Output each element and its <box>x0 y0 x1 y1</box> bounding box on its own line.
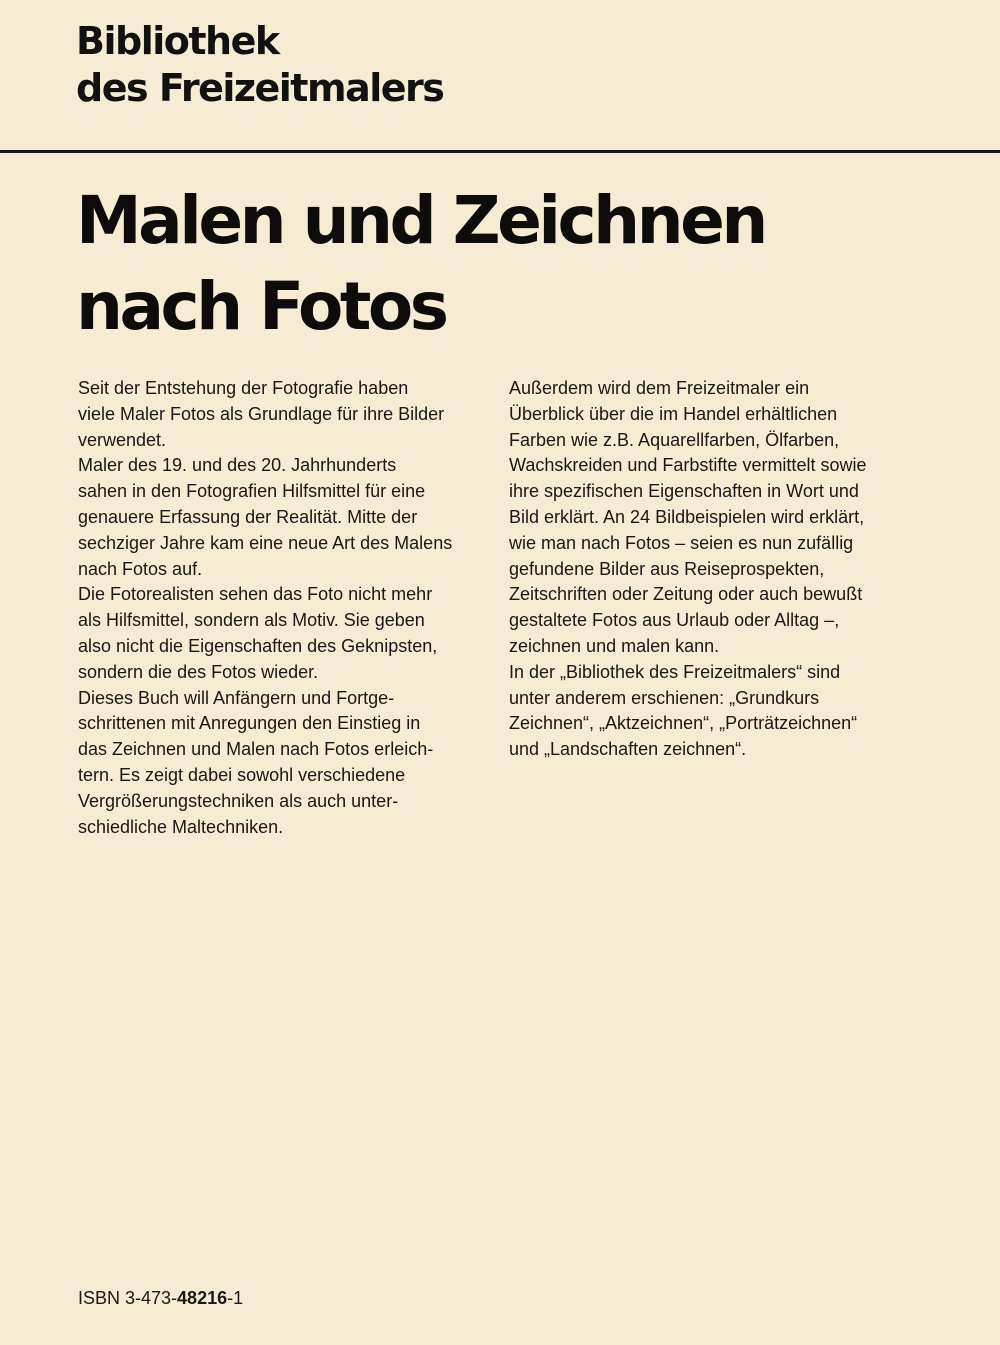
body-line: gestaltete Fotos aus Urlaub oder Alltag –, <box>509 610 840 631</box>
body-line: viele Maler Fotos als Grundlage für ihre Bilder <box>78 403 445 424</box>
body-line: Zeitschriften oder Zeitung oder auch bewußt <box>509 584 863 605</box>
body-line: schrittenen mit Anregungen den Einstieg in <box>78 713 421 734</box>
body-line: verwendet. <box>78 429 167 450</box>
body-line: Zeichnen“, „Aktzeichnen“, „Porträtzeichnen“ <box>509 713 858 734</box>
body-line: und „Landschaften zeichnen“. <box>509 739 747 760</box>
body-line: Dieses Buch will Anfängern und Fortge- <box>78 687 395 708</box>
body-line: Die Fotorealisten sehen das Foto nicht mehr <box>78 584 433 605</box>
body-line: als Hilfsmittel, sondern als Motiv. Sie geben <box>78 610 425 631</box>
body-line: Wachskreiden und Farbstifte vermittelt sowie <box>509 455 867 476</box>
body-line: sechziger Jahre kam eine neue Art des Malens <box>78 532 453 553</box>
body-line: sondern die des Fotos wieder. <box>78 661 319 682</box>
body-line: schiedliche Maltechniken. <box>78 816 284 837</box>
body-line: tern. Es zeigt dabei sowohl verschiedene <box>78 764 406 785</box>
body-line: genauere Erfassung der Realität. Mitte der <box>78 506 418 527</box>
body-line: Maler des 19. und des 20. Jahrhunderts <box>78 455 397 476</box>
body-line: Farben wie z.B. Aquarellfarben, Ölfarben, <box>509 429 840 450</box>
divider-rule <box>0 150 1000 153</box>
isbn-bold-part: 48216 <box>177 1288 228 1308</box>
body-line: Vergrößerungstechniken als auch unter- <box>78 790 399 811</box>
body-line: zeichnen und malen kann. <box>509 635 720 656</box>
body-line: also nicht die Eigenschaften des Geknipsten, <box>78 635 438 656</box>
body-line: das Zeichnen und Malen nach Fotos erleich- <box>78 739 434 760</box>
isbn-suffix: -1 <box>227 1288 244 1308</box>
body-line: unter anderem erschienen: „Grundkurs <box>509 687 820 708</box>
body-line: Seit der Entstehung der Fotografie haben <box>78 378 409 398</box>
body-line: Bild erklärt. An 24 Bildbeispielen wird erklärt, <box>509 506 865 527</box>
body-line: Überblick über die im Handel erhältlichen <box>509 403 838 424</box>
body-line: sahen in den Fotografien Hilfsmittel für eine <box>78 481 426 502</box>
left-text-column <box>78 376 498 840</box>
series-title <box>76 18 443 112</box>
body-line: wie man nach Fotos – seien es nun zufällig <box>509 532 854 553</box>
body-line: In der „Bibliothek des Freizeitmalers“ sind <box>509 661 841 682</box>
isbn-prefix: ISBN 3-473- <box>78 1288 178 1308</box>
isbn-number <box>78 1286 243 1310</box>
book-title-line-2: nach Fotos <box>76 268 446 345</box>
series-title-line-2: des Freizeitmalers <box>76 66 444 110</box>
right-text-column <box>509 376 919 763</box>
body-line: nach Fotos auf. <box>78 558 203 579</box>
body-line: Außerdem wird dem Freizeitmaler ein <box>509 378 810 398</box>
series-title-line-1: Bibliothek <box>76 19 279 63</box>
book-title-line-1: Malen und Zeichnen <box>76 182 765 259</box>
body-line: gefundene Bilder aus Reiseprospekten, <box>509 558 825 579</box>
book-title <box>76 178 765 350</box>
body-line: ihre spezifischen Eigenschaften in Wort und <box>509 481 859 502</box>
